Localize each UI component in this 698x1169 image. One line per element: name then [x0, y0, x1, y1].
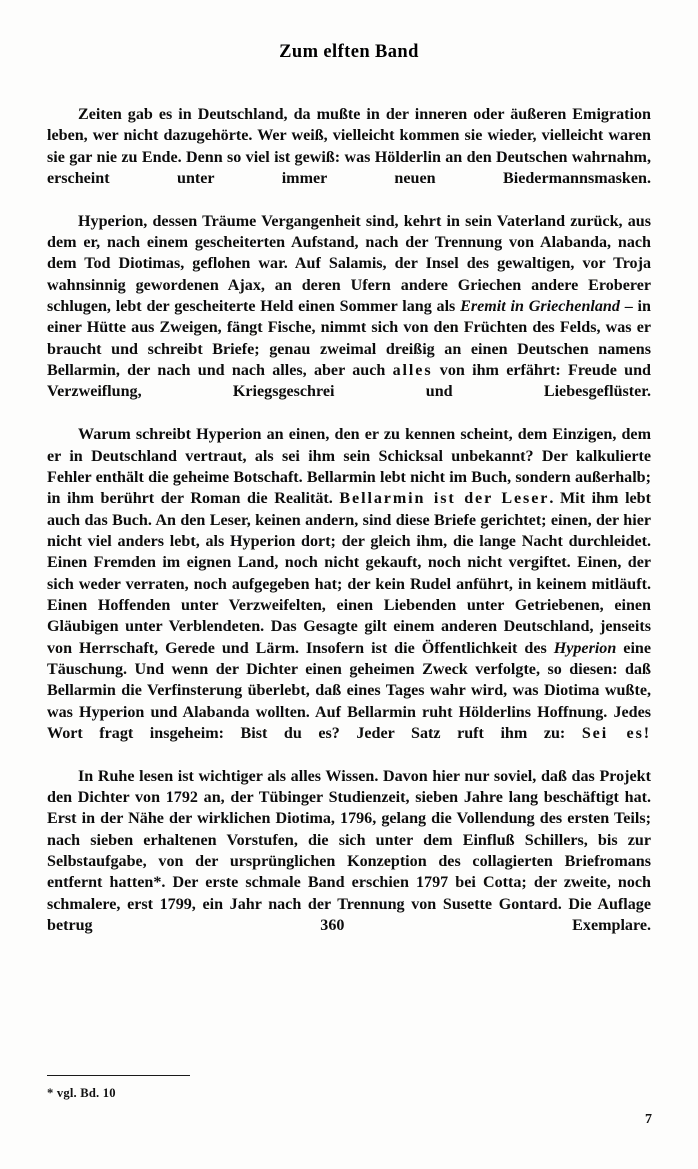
emphasis-alles: alles [392, 362, 433, 380]
paragraph-1-text: Zeiten gab es in Deutschland, da mußte in der inneren oder äußeren Emigration leben, wer nicht dazugehörte. Wer weiß, vielleicht kommen sie wieder, vielleicht waren sie gar nie zu Ende. Denn so viel ist gewiß: was Hölderlin an den Deutschen wahrnahm, erscheint unter immer neuen Biedermannsmasken. [47, 106, 651, 188]
page-title: Zum elften Band [279, 42, 419, 62]
emphasis-bellarmin-ist-der-leser: Bellarmin ist der Leser [339, 490, 550, 508]
page-number: 7 [645, 1112, 652, 1127]
paragraph-2: Hyperion, dessen Träume Vergangenheit sind, kehrt in sein Vaterland zurück, aus dem er, nach einem gescheiterten Aufstand, nach der Trennung von Alabanda, nach dem Tod Diotimas, geflohen war. Auf Salamis, der Insel des gewaltigen, vor Troja wahnsinnig gewordenen Ajax, an deren Ufern andere Griechen andere Eroberer schlugen, lebt der gescheiterte Held einen Sommer lang als Eremit in Griechenland – in einer Hütte aus Zweigen, fängt Fische, nimmt sich von den Früchten des Felds, was er braucht und schreibt Briefe; genau zweimal dreißig an einen Deutschen namens Bellarmin, der nach und nach alles, aber auch alles von ihm erfährt: Freude und Verzweiflung, Kriegsgeschrei und Liebesgeflüster. [47, 212, 651, 401]
emphasis-sei-es: Sei es! [581, 724, 652, 742]
footnote-separator-rule [47, 1075, 190, 1076]
work-title-eremit: Eremit in Griechenland [460, 298, 620, 316]
paragraph-1 [47, 104, 651, 211]
paragraph-4 [47, 766, 651, 958]
paragraph-4-text: In Ruhe lesen ist wichtiger als alles Wissen. Davon hier nur soviel, daß das Projekt den Dichter von 1792 an, der Tübinger Studienzeit, sieben Jahre lang beschäftigt hat. Erst in der Nähe der wirklichen Diotima, 1796, gelang die Vollendung des ersten Teils; nach sieben erhaltenen Vorstufen, die sich unter dem Einfluß Schillers, bis zur Selbstaufgabe, von der ursprünglichen Konzeption des collagierten Briefromans entfernt hatten*. Der erste schmale Band erschien 1797 bei Cotta; der zweite, noch schmalere, erst 1799, ein Jahr nach der Trennung von Susette Gontard. Die Auflage betrug 360 Exemplare. [47, 767, 651, 935]
work-title-hyperion: Hyperion [553, 639, 617, 657]
page-body [47, 104, 651, 958]
paragraph-3: Warum schreibt Hyperion an einen, den er zu kennen scheint, dem Einzigen, dem er in Deutschland vertraut, als sei ihm sein Schicksal unbekannt? Der kalkulierte Fehler enthält die geheime Botschaft. Bellarmin lebt nicht im Buch, sondern außerhalb; in ihm berührt der Roman die Realität. Bellarmin ist der Leser. Mit ihm lebt auch das Buch. An den Leser, keinen andern, sind diese Briefe gerichtet; einen, der hier nicht viel anders lebt, als Hyperion dort; der gleich ihm, die lange Nacht durchleidet. Einen Fremden im eignen Land, noch nicht gekauft, noch nicht vergiftet. Einen, der sich weder verraten, noch aufgegeben hat; der kein Rudel anführt, in keinem mitläuft. Einen Hoffenden unter Verzweifelten, einen Liebenden unter Getriebenen, einen Gläubigen unter Verblendeten. Das Gesagte gilt einem anderen Deutschland, jenseits von Herrschaft, Gerede und Lärm. Insofern ist die Öffentlichkeit des Hyperion eine Täuschung. Und wenn der Dichter einen geheimen Zweck verfolgte, so diesen: daß Bellarmin die Verfinsterung überlebt, daß eines Tages wahr wird, was Diotima wußte, was Hyperion und Alabanda wollten. Auf Bellarmin ruht Hölderlins Hoffnung. Jedes Wort fragt insgeheim: Bist du es? Jeder Satz ruft ihm zu: Sei es! [47, 426, 652, 742]
footnote: * vgl. Bd. 10 [47, 1086, 116, 1100]
